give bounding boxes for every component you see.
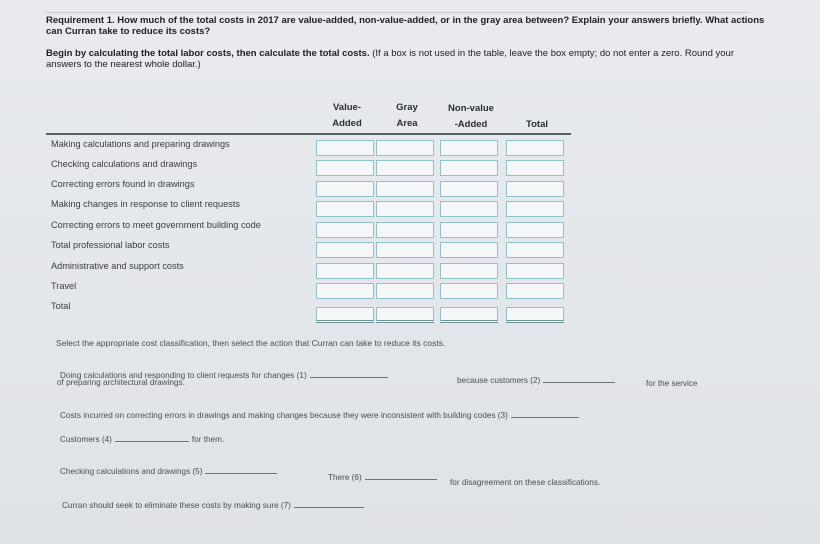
- dropdown-7[interactable]: [294, 500, 364, 508]
- row-label-travel: Travel: [51, 281, 77, 291]
- dropdown-6[interactable]: [365, 472, 437, 480]
- input-cell-gray-area[interactable]: [376, 307, 434, 323]
- instruction-text: [46, 48, 766, 70]
- input-cell-gray-area[interactable]: [376, 140, 434, 156]
- input-cell-total[interactable]: [506, 181, 564, 197]
- input-cell-total[interactable]: [506, 140, 564, 156]
- input-cell-total[interactable]: [506, 263, 564, 279]
- input-cell-non-value-added[interactable]: [440, 201, 498, 217]
- header-gray-area: Gray Area: [396, 102, 418, 129]
- input-cell-gray-area[interactable]: [376, 283, 434, 299]
- input-cell-gray-area[interactable]: [376, 201, 434, 217]
- input-cell-gray-area[interactable]: [376, 222, 434, 238]
- question-2-line: because customers (2): [457, 375, 618, 386]
- row-label-making-calculations: Making calculations and preparing drawings: [51, 139, 230, 149]
- input-cell-non-value-added[interactable]: [440, 242, 498, 258]
- input-cell-non-value-added[interactable]: [440, 263, 498, 279]
- instruction-bold: Begin by calculating the total labor costs, then calculate the total costs.: [46, 48, 370, 59]
- input-cell-value-added[interactable]: [316, 181, 374, 197]
- input-cell-gray-area[interactable]: [376, 160, 434, 176]
- input-cell-total[interactable]: [506, 222, 564, 238]
- input-cell-total[interactable]: [506, 242, 564, 258]
- row-label-total: Total: [51, 301, 71, 311]
- input-cell-gray-area[interactable]: [376, 263, 434, 279]
- input-cell-total[interactable]: [506, 160, 564, 176]
- select-instruction: Select the appropriate cost classification, then select the action that Curran can take to reduce its costs.: [56, 338, 446, 348]
- top-divider: [45, 12, 750, 13]
- row-label-correcting-errors: Correcting errors found in drawings: [51, 179, 195, 189]
- question-4-line: Customers (4) for them.: [60, 435, 225, 444]
- input-cell-non-value-added[interactable]: [440, 283, 498, 299]
- question-1-continuation: of preparing architectural drawings.: [57, 378, 185, 387]
- input-cell-value-added[interactable]: [316, 242, 374, 258]
- input-cell-total[interactable]: [506, 283, 564, 299]
- requirement-text: [46, 15, 766, 37]
- input-cell-non-value-added[interactable]: [440, 181, 498, 197]
- header-value-added: Value- Added: [332, 102, 362, 129]
- requirement-question: How much of the total costs in 2017 are value-added, non-value-added, or in the gray area between? Explain your answers briefly. What actions can Curran take to reduce its costs?: [46, 15, 765, 37]
- row-label-total-labor: Total professional labor costs: [51, 240, 170, 250]
- input-cell-value-added[interactable]: [316, 201, 374, 217]
- instruction-rest: (If a box is not used in the table, leave the box empty; do not enter a zero. Round your answers to the nearest whole dollar.): [46, 48, 734, 70]
- input-cell-non-value-added[interactable]: [440, 307, 498, 323]
- question-6-line: There (6): [328, 472, 440, 483]
- dropdown-2[interactable]: [543, 375, 615, 383]
- row-label-client-changes: Making changes in response to client requests: [51, 199, 240, 209]
- question-5-line: Checking calculations and drawings (5): [60, 466, 280, 477]
- dropdown-4[interactable]: [115, 434, 189, 442]
- input-cell-value-added[interactable]: [316, 222, 374, 238]
- input-cell-total[interactable]: [506, 201, 564, 217]
- input-cell-non-value-added[interactable]: [440, 160, 498, 176]
- input-cell-non-value-added[interactable]: [440, 222, 498, 238]
- question-2-suffix: for the service: [646, 379, 698, 388]
- input-cell-gray-area[interactable]: [376, 181, 434, 197]
- question-3-line: Costs incurred on correcting errors in drawings and making changes because they were inconsistent with building codes (3): [60, 410, 582, 421]
- input-cell-value-added[interactable]: [316, 283, 374, 299]
- input-cell-gray-area[interactable]: [376, 242, 434, 258]
- header-rule: [46, 133, 571, 135]
- header-non-value-added: Non-value -Added: [448, 103, 494, 130]
- input-cell-value-added[interactable]: [316, 307, 374, 323]
- question-6-suffix: for disagreement on these classifications.: [450, 478, 601, 487]
- row-label-checking-calculations: Checking calculations and drawings: [51, 159, 198, 169]
- dropdown-3[interactable]: [511, 410, 579, 418]
- row-label-building-code: Correcting errors to meet government building code: [51, 220, 261, 230]
- input-cell-non-value-added[interactable]: [440, 140, 498, 156]
- requirement-label: Requirement 1.: [46, 15, 115, 26]
- dropdown-1[interactable]: [310, 370, 388, 378]
- header-total: Total: [526, 119, 548, 130]
- row-label-admin-support: Administrative and support costs: [51, 261, 184, 271]
- question-7-line: Curran should seek to eliminate these costs by making sure (7): [62, 500, 367, 511]
- dropdown-5[interactable]: [205, 466, 277, 474]
- input-cell-value-added[interactable]: [316, 263, 374, 279]
- input-cell-total[interactable]: [506, 307, 564, 323]
- input-cell-value-added[interactable]: [316, 140, 374, 156]
- input-cell-value-added[interactable]: [316, 160, 374, 176]
- question-1-line: Doing calculations and responding to client requests for changes (1): [60, 370, 391, 381]
